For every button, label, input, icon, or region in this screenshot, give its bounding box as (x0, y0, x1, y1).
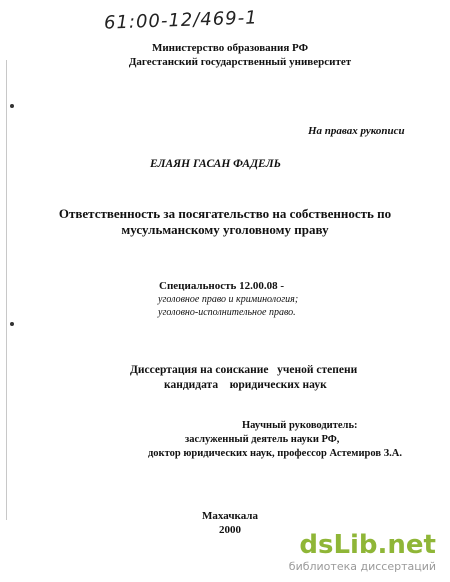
place: Махачкала (202, 510, 258, 522)
supervisor-line2: доктор юридических наук, профессор Астемиров З.А. (148, 448, 403, 459)
dissertation-title-line1: Ответственность за посягательство на собственность по (58, 206, 392, 221)
degree-line2: кандидата юридических наук (164, 379, 327, 391)
left-scan-edge (6, 60, 7, 520)
scan-speck (10, 104, 14, 108)
university-header: Дагестанский государственный университет (128, 56, 352, 68)
year: 2000 (219, 524, 241, 536)
specialty-line1: уголовное право и криминология; (158, 294, 299, 305)
supervisor-heading: Научный руководитель: (242, 420, 358, 431)
author-name: ЕЛАЯН ГАСАН ФАДЕЛЬ (150, 158, 281, 170)
dissertation-title-line2: мусульманскому уголовному праву (121, 222, 329, 237)
watermark (286, 530, 436, 576)
manuscript-note: На правах рукописи (308, 125, 405, 137)
dslib-logo: dsLib.net (299, 530, 436, 560)
ministry-header: Министерство образования РФ (151, 42, 309, 54)
scan-speck (10, 322, 14, 326)
archive-number: 61:00-12/469-1 (103, 7, 258, 34)
supervisor-line1: заслуженный деятель науки РФ, (185, 434, 340, 445)
specialty-code: Специальность 12.00.08 - (159, 280, 285, 292)
specialty-line2: уголовно-исполнительное право. (158, 307, 296, 318)
degree-line1: Диссертация на соискание ученой степени (130, 364, 358, 376)
watermark-caption: библиотека диссертаций (288, 560, 436, 573)
